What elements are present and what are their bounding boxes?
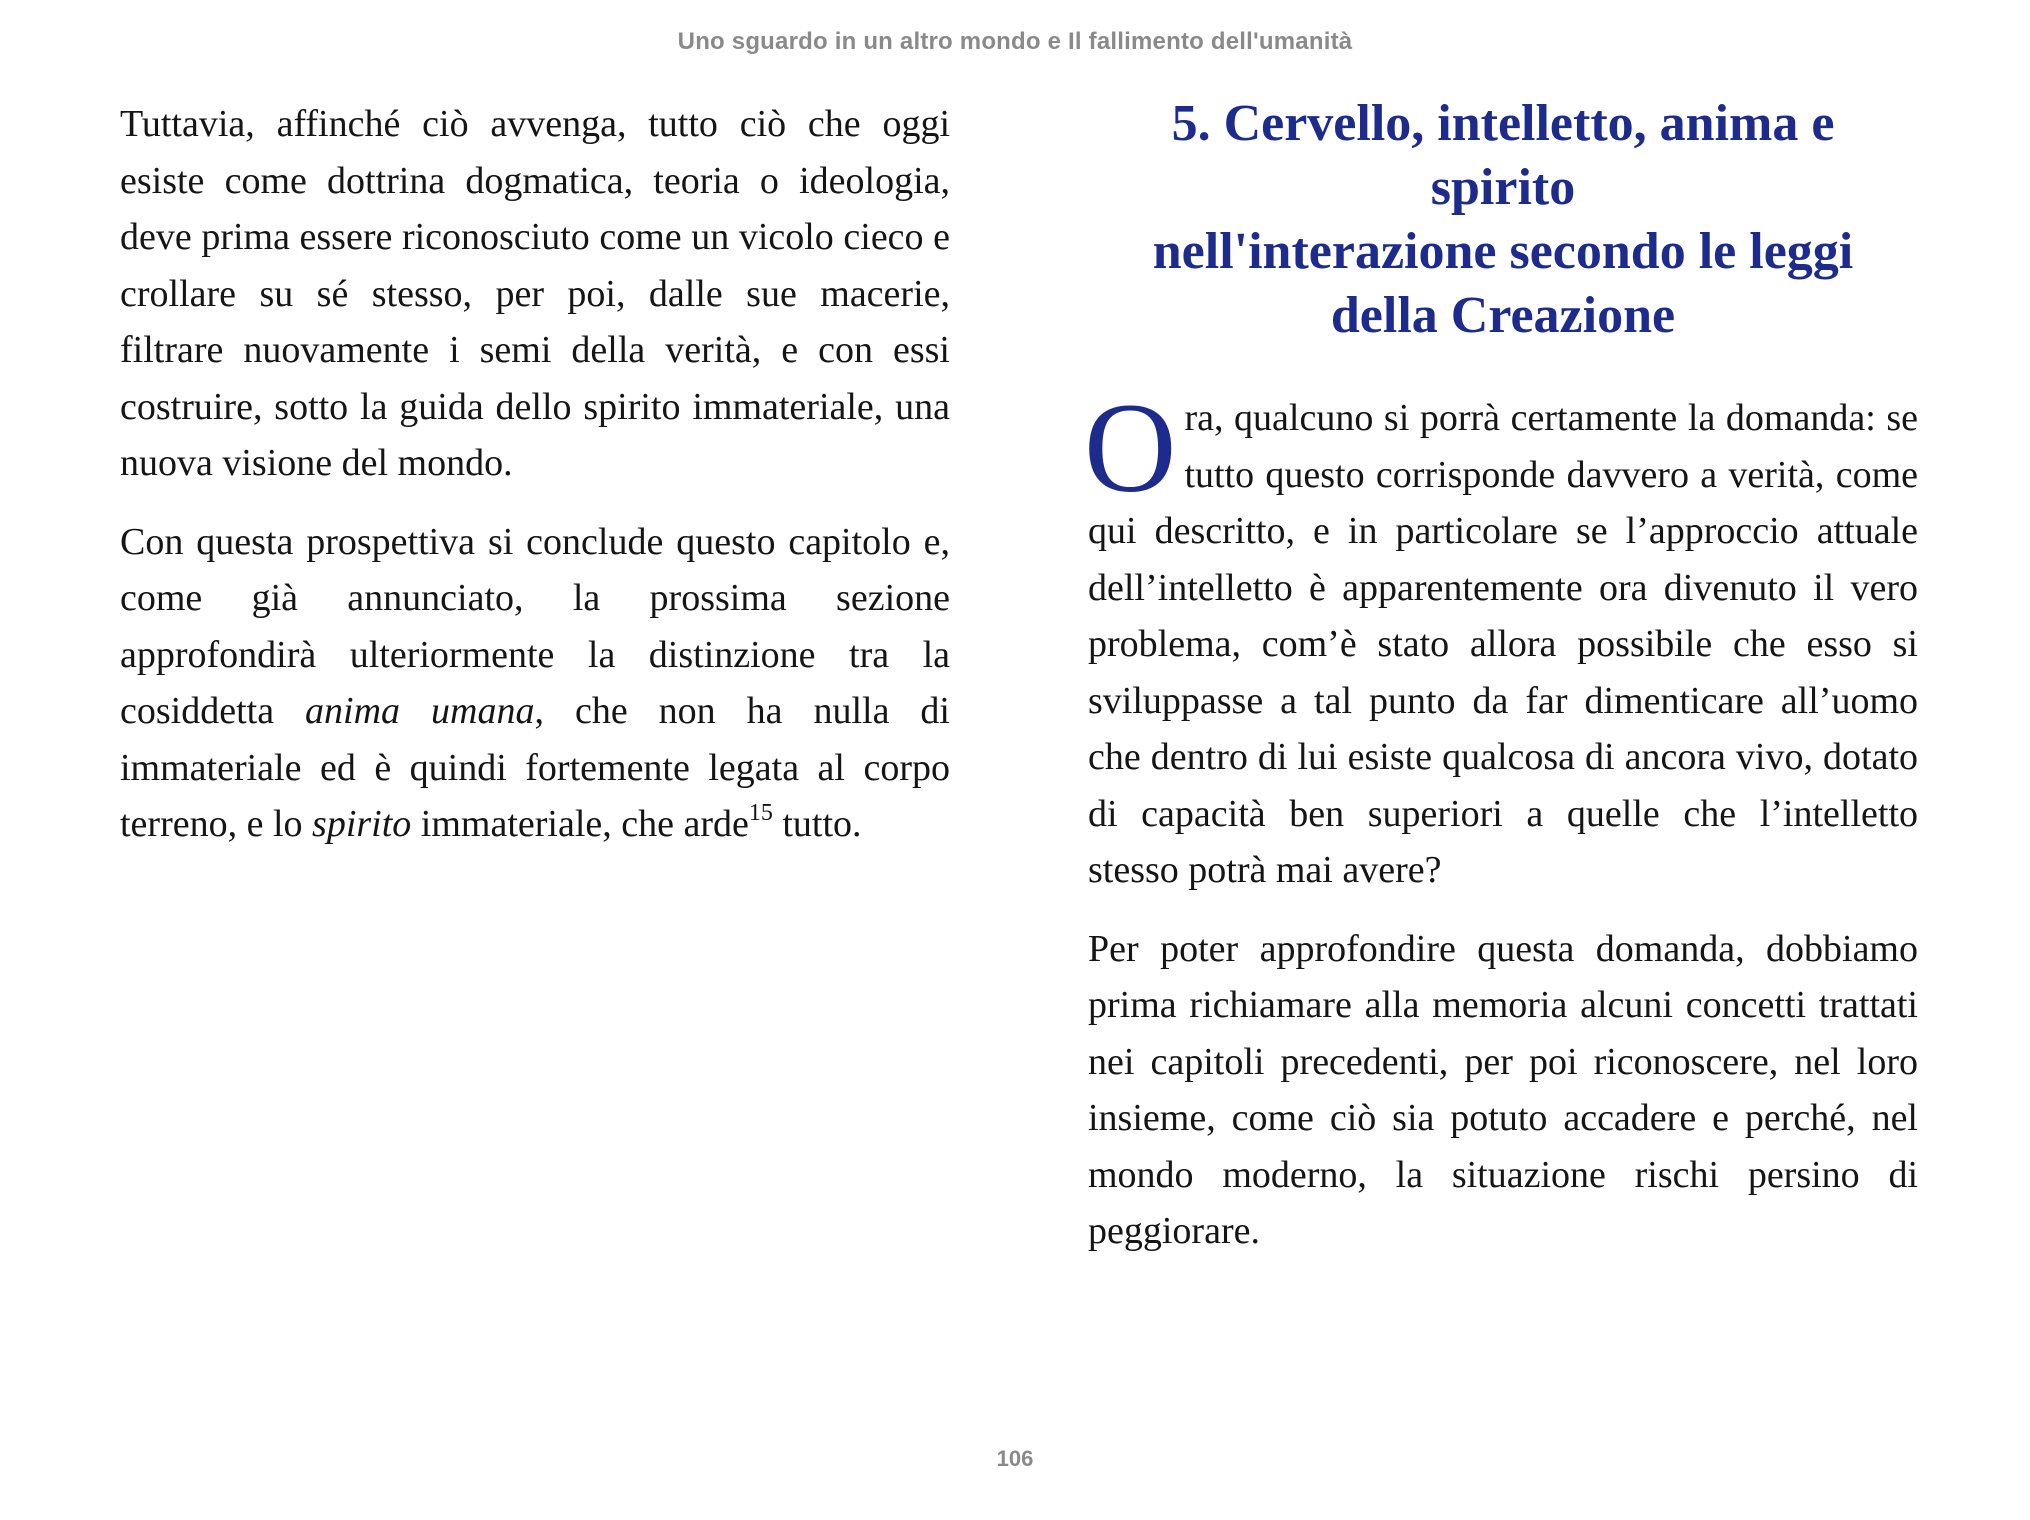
left-paragraph-2-text-1: Con questa prospettiva si conclude questo capitolo e, come già annunciato, la prossima sezione approfondirà ulteriormente la distinzione tra la cosiddetta <box>120 520 950 732</box>
left-paragraph-1: Tuttavia, affinché ciò avvenga, tutto ciò che oggi esiste come dottrina dogmatica, teoria o ideologia, deve prima essere riconosciuto come un vicolo cieco e crollare su sé stesso, per poi, dalle sue macerie, filtrare nuovamente i semi della verità, e con essi costruire, sotto la guida dello spirito immateriale, una nuova visione del mondo. <box>120 103 950 484</box>
left-paragraph-2 <box>120 514 950 853</box>
chapter-title <box>1088 92 1918 348</box>
running-header-book-title: Uno sguardo in un altro mondo e Il fallimento dell'umanità <box>677 28 1353 55</box>
page-number: 106 <box>996 1446 1034 1471</box>
left-page <box>120 96 950 875</box>
italic-term-anima-umana: anima umana <box>305 690 535 732</box>
chapter-title-line-3: nell'interazione secondo le leggi <box>1152 223 1854 280</box>
right-paragraph-1 <box>1084 377 1918 899</box>
left-paragraph-2-text-2: , che non ha nulla di immateriale ed è quindi fortemente legata al corpo terreno, e lo <box>120 690 950 845</box>
drop-cap: O <box>1084 377 1177 519</box>
right-page <box>1084 92 1918 1282</box>
chapter-title-line-1: 5. Cervello, intelletto, anima e <box>1171 95 1835 152</box>
left-paragraph-2-text-4: tutto. <box>772 803 862 845</box>
footnote-reference[interactable]: 15 <box>748 800 773 826</box>
left-paragraph-2-text-3: immateriale, che arde <box>411 803 749 845</box>
right-paragraph-1-text: ra, qualcuno si porrà certamente la domanda: se tutto questo corrisponde davvero a verità, come qui descritto, e in particolare se l’approccio attuale dell’intelletto è apparentemente ora divenuto il vero problema, com’è stato allora possibile che esso si sviluppasse a tal punto da far dimenticare all’uomo che dentro di lui esiste qualcosa di ancora vivo, dotato di capacità ben superiori a quelle che l’intelletto stesso potrà mai avere? <box>1088 397 1918 891</box>
chapter-title-line-4: della Creazione <box>1330 287 1676 344</box>
right-paragraph-2: Per poter approfondire questa domanda, dobbiamo prima richiamare alla memoria alcuni concetti trattati nei capitoli precedenti, per poi riconoscere, nel loro insieme, come ciò sia potuto accadere e perché, nel mondo moderno, la situazione rischi persino di peggiorare. <box>1088 927 1918 1252</box>
italic-term-spirito: spirito <box>312 803 412 845</box>
chapter-title-line-2: spirito <box>1430 159 1576 216</box>
